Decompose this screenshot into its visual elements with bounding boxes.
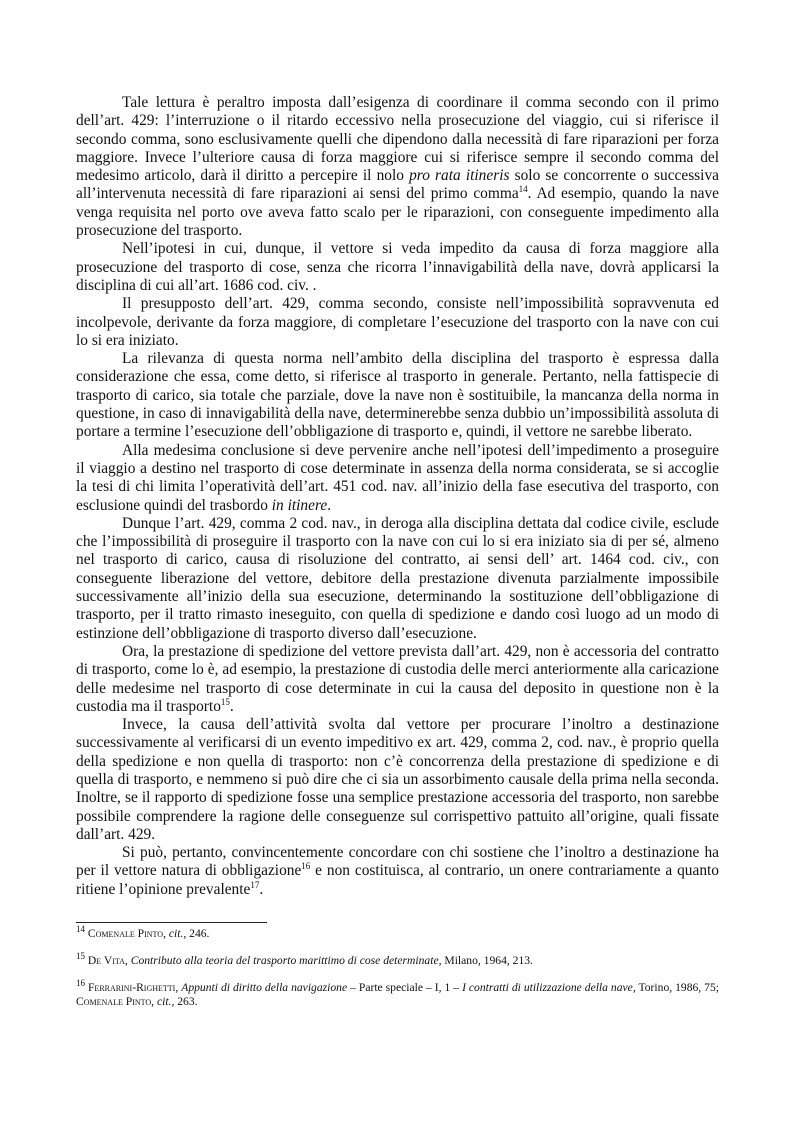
text-run: Invece, la causa dell’attività svolta dal vettore per procurare l’inoltro a destinazione successivamente al verificarsi di un evento impeditivo ex art. 429, comma 2, cod. nav., è proprio quella della spedizione e non quella di trasporto: non c’è concorrenza della prestazione di spedizione e di quella di trasporto, e nemmeno si può dire che ci sia un assorbimento causale della prima nella seconda. Inoltre, se il rapporto di spedizione fosse una semplice prestazione accessoria del trasporto, non sarebbe possibile comprendere la ragione delle conseguenze sul corrispettivo pattuito all’origine, quali fissate dall’art. 429.: [76, 716, 719, 843]
italic-text: Appunti di diritto della navigazione: [181, 981, 348, 995]
text-run: Torino, 1986, 75;: [635, 981, 719, 995]
italic-text: cit.,: [156, 995, 175, 1009]
text-run: ,: [163, 927, 169, 941]
paragraph: [76, 94, 719, 240]
text-run: Il presupposto dell’art. 429, comma secondo, consiste nell’impossibilità sopravvenuta ed incolpevole, derivante da forza maggiore, di completare l’esecuzione del trasporto con la nave con cui lo si era iniziato.: [76, 295, 719, 349]
body-text: [76, 94, 719, 899]
text-run: Nell’ipotesi in cui, dunque, il vettore si veda impedito da causa di forza maggiore alla prosecuzione del trasporto di cose, senza che ricorra l’innavigabilità della nave, dovrà applicarsi la disciplina di cui all’art. 1686 cod. civ. .: [76, 240, 719, 294]
author-name: Ferrarini-Righetti: [87, 981, 176, 995]
italic-text: I contratti di utilizzazione della nave,: [462, 981, 636, 995]
note-reference: 14: [76, 924, 85, 935]
text-run: .: [259, 880, 264, 898]
footnote: [76, 978, 719, 1009]
footnote-separator: [76, 922, 267, 923]
italic-text: cit.,: [168, 927, 187, 941]
text-run: – Parte speciale – I, 1 –: [347, 981, 463, 995]
text-run: La rilevanza di questa norma nell’ambito della disciplina del trasporto è espressa dalla considerazione che essa, come detto, si riferisce al trasporto in generale. Pertanto, nella fattispecie di trasporto di carico, sia totale che parziale, dove la nave non è sostituibile, la mancanza della norma in questione, in caso di innavigabilità della nave, determinerebbe senza dubbio un’impossibilità assoluta di portare a termine l’esecuzione dell’obbligazione di trasporto e, quindi, il vettore ne sarebbe liberato.: [76, 350, 719, 441]
paragraph: [76, 844, 719, 899]
text-run: ,: [151, 995, 157, 1009]
note-reference: 17: [250, 879, 260, 890]
note-reference: 16: [301, 861, 311, 872]
document-page: [76, 94, 719, 1022]
footnotes: [76, 924, 719, 1009]
text-run: .: [229, 697, 234, 715]
author-name: Comenale Pinto: [76, 995, 152, 1009]
text-run: 263.: [174, 995, 198, 1009]
text-run: Ora, la prestazione di spedizione del vettore prevista dall’art. 429, non è accessoria del contratto di trasporto, come lo è, ad esempio, la prestazione di custodia delle merci anteriormente alla caricazione delle medesime nel trasporto di cose determinate in cui la causa del deposito in questione non è la custodia ma il trasporto: [76, 642, 719, 715]
paragraph: [76, 515, 719, 643]
paragraph: [76, 295, 719, 350]
text-run: Milano, 1964, 213.: [441, 954, 533, 968]
footnote: [76, 951, 719, 968]
note-reference: 15: [220, 696, 230, 707]
text-run: Tale lettura è peraltro imposta dall’esigenza di coordinare il comma secondo con il primo dell’art. 429: l’interruzione o il ritardo eccessivo nella prosecuzione del viaggio, cui si riferisce il secondo comma, sono esclusivamente quelli che dipendono dalla necessità di fare riparazioni per forza maggiore. Invece l’ulteriore causa di forza maggiore cui si riferisce sempre il secondo comma del medesimo articolo, darà il diritto a percepire il nolo: [76, 94, 719, 185]
italic-text: Contributo alla teoria del trasporto marittimo di cose determinate,: [130, 954, 442, 968]
text-run: ,: [124, 954, 131, 968]
paragraph: [76, 442, 719, 515]
text-run: solo se concorrente o successiva all’intervenuta necessità di fare riparazioni ai sensi del primo comma: [76, 167, 719, 203]
paragraph: [76, 240, 719, 295]
italic-text: pro rata itineris: [409, 167, 510, 185]
paragraph: [76, 643, 719, 716]
text-run: . Ad esempio, quando la nave venga requisita nel porto ove aveva fatto scalo per le riparazioni, con conseguente impedimento alla prosecuzione del trasporto.: [76, 185, 719, 240]
author-name: De Vita: [87, 954, 125, 968]
text-run: e non costituisca, al contrario, un onere contrariamente a quanto ritiene l’opinione prevalente: [76, 862, 719, 898]
text-run: Alla medesima conclusione si deve pervenire anche nell’ipotesi dell’impedimento a proseguire il viaggio a destino nel trasporto di cose determinate in assenza della norma considerata, se si accoglie la tesi di chi limita l’operatività dell’art. 451 cod. nav. all’inizio della fase esecutiva del trasporto, con esclusione quindi del trasbordo: [76, 441, 719, 514]
paragraph: [76, 716, 719, 844]
footnote: [76, 924, 719, 941]
text-run: Dunque l’art. 429, comma 2 cod. nav., in deroga alla disciplina dettata dal codice civile, esclude che l’impossibilità di proseguire il trasporto con la nave con cui lo si era iniziato sia di per sé, almeno nel trasporto di carico, causa di risoluzione del contratto, ai sensi dell’ art. 1464 cod. civ., con conseguente liberazione del vettore, debitore della prestazione divenuta parzialmente impossibile successivamente all’inizio della sua esecuzione, determinando la sostituzione dell’obbligazione di trasporto, per il tratto rimasto ineseguito, con quella di spedizione e dando così luogo ad un modo di estinzione dell’obbligazione di trasporto diverso dall’esecuzione.: [76, 514, 719, 642]
text-run: 246.: [186, 927, 210, 941]
note-reference: 16: [76, 978, 85, 989]
text-run: .: [327, 496, 332, 514]
text-run: Si può, pertanto, convincentemente concordare con chi sostiene che l’inoltro a destinazione ha per il vettore natura di obbligazione: [76, 844, 719, 880]
note-reference: 15: [76, 951, 85, 962]
text-run: ,: [175, 981, 182, 995]
italic-text: in itinere: [271, 496, 328, 514]
paragraph: [76, 350, 719, 441]
note-reference: 14: [518, 184, 528, 195]
author-name: Comenale Pinto: [87, 927, 164, 941]
